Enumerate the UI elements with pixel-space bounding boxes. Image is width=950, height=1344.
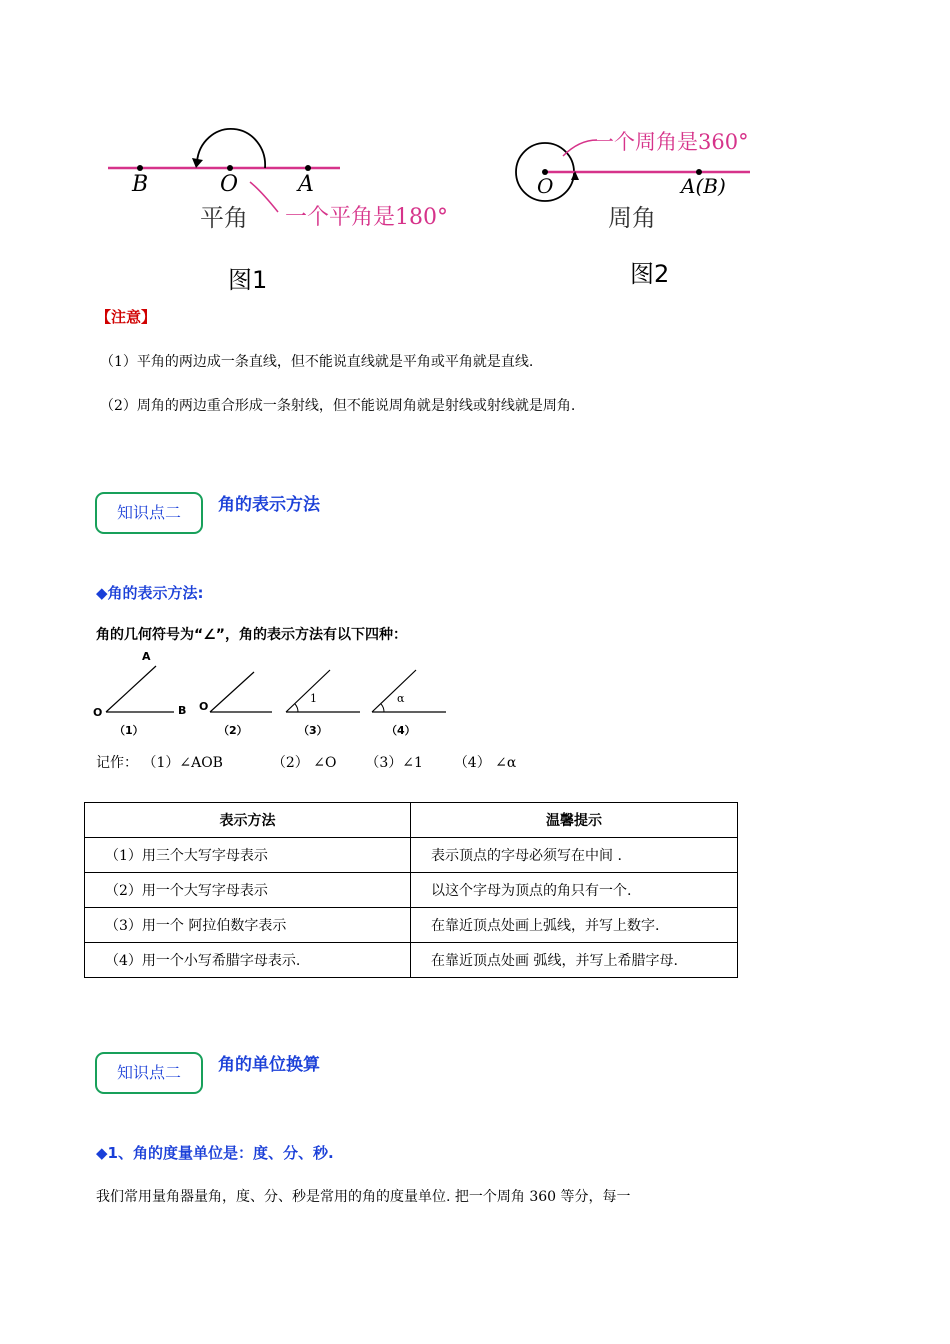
d1-base-label: B bbox=[178, 704, 187, 717]
notation-2: （2） ∠O bbox=[271, 755, 337, 771]
d1-vertex-label: O bbox=[93, 706, 103, 719]
note-item-2: （2）周角的两边重合形成一条射线，但不能说周角就是射线或射线就是周角. bbox=[100, 398, 576, 414]
figure-2 bbox=[505, 120, 805, 290]
point-o bbox=[227, 165, 233, 171]
point-a bbox=[305, 165, 311, 171]
label-o: O bbox=[220, 172, 239, 197]
table-row bbox=[85, 873, 738, 908]
section-title: 角的单位换算 bbox=[218, 1055, 320, 1075]
d1-arm-label: A bbox=[142, 650, 151, 663]
intro-text: 角的几何符号为“∠”，角的表示方法有以下四种： bbox=[96, 627, 407, 643]
table-cell: （4）用一个小写希腊字母表示. bbox=[85, 943, 411, 978]
label-o: O bbox=[537, 174, 554, 198]
label-b: B bbox=[132, 172, 149, 197]
table-cell: （2）用一个大写字母表示 bbox=[85, 873, 411, 908]
angle-diagrams bbox=[90, 648, 460, 743]
note-title: 【注意】 bbox=[96, 308, 157, 326]
notation-3: （3）∠1 bbox=[365, 755, 423, 771]
d3-number: （3） bbox=[298, 724, 328, 737]
d2-number: （2） bbox=[218, 724, 248, 737]
annotation-text: 一个平角是180° bbox=[285, 205, 448, 230]
d3-inner-label: 1 bbox=[310, 692, 317, 705]
table-row bbox=[85, 943, 738, 978]
d4-number: （4） bbox=[386, 724, 416, 737]
notation-line bbox=[96, 753, 516, 773]
table-cell: 在靠近顶点处画 弧线，并写上希腊字母. bbox=[411, 943, 738, 978]
notation-1: （1）∠AOB bbox=[142, 755, 223, 771]
arc-arrow bbox=[197, 129, 265, 168]
table-cell: （3）用一个 阿拉伯数字表示 bbox=[85, 908, 411, 943]
notation-label: 记作： bbox=[96, 755, 138, 771]
arrowhead-icon bbox=[192, 158, 203, 168]
angle-name: 周角 bbox=[608, 204, 656, 232]
figure-caption: 图1 bbox=[228, 266, 268, 294]
figure-caption: 图2 bbox=[630, 260, 670, 288]
annotation-pointer bbox=[250, 182, 278, 212]
section-title: 角的表示方法 bbox=[218, 495, 320, 515]
body-paragraph: 我们常用量角器量角，度、分、秒是常用的角的度量单位. 把一个周角 360 等分，每一 bbox=[96, 1189, 631, 1205]
subheading: ◆角的表示方法: bbox=[96, 584, 204, 602]
knowledge-badge: 知识点二 bbox=[95, 1052, 203, 1094]
table-cell: 表示顶点的字母必须写在中间 . bbox=[411, 838, 738, 873]
knowledge-badge: 知识点二 bbox=[95, 492, 203, 534]
table-cell: （1）用三个大写字母表示 bbox=[85, 838, 411, 873]
table-header-row bbox=[85, 803, 738, 838]
figure-1 bbox=[100, 120, 480, 300]
table-header: 表示方法 bbox=[85, 803, 411, 838]
table-cell: 以这个字母为顶点的角只有一个. bbox=[411, 873, 738, 908]
annotation-text: 一个周角是360° bbox=[593, 130, 749, 154]
notation-4: （4） ∠α bbox=[453, 755, 517, 771]
label-a: A bbox=[298, 172, 314, 197]
d2-vertex-label: O bbox=[199, 700, 209, 713]
d1-number: （1） bbox=[114, 724, 144, 737]
label-ab: A(B) bbox=[681, 174, 726, 198]
representation-table bbox=[84, 802, 738, 978]
note-item-1: （1）平角的两边成一条直线，但不能说直线就是平角或平角就是直线. bbox=[100, 354, 534, 370]
table-cell: 在靠近顶点处画上弧线，并写上数字. bbox=[411, 908, 738, 943]
angle-name: 平角 bbox=[200, 204, 248, 232]
table-row bbox=[85, 908, 738, 943]
point-b bbox=[137, 165, 143, 171]
d4-inner-label: α bbox=[397, 692, 405, 705]
table-row bbox=[85, 838, 738, 873]
subheading: ◆1、角的度量单位是：度、分、秒. bbox=[96, 1144, 334, 1162]
table-header: 温馨提示 bbox=[411, 803, 738, 838]
